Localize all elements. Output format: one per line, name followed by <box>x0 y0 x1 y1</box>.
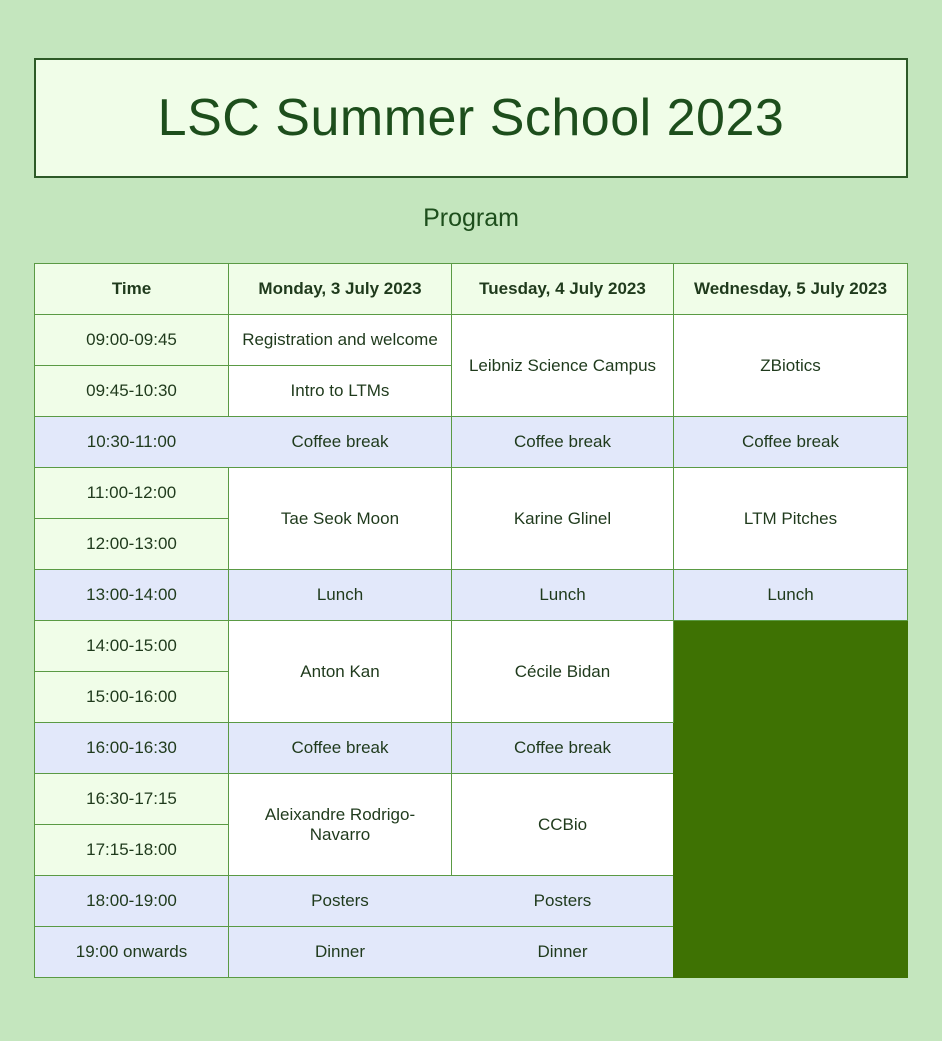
table-row <box>35 315 908 366</box>
monday-intro: Intro to LTMs <box>229 366 452 417</box>
table-row <box>35 468 908 519</box>
monday-lunch: Lunch <box>229 570 452 621</box>
monday-posters: Posters <box>229 876 452 927</box>
time-cell: 16:00-16:30 <box>35 723 229 774</box>
monday-coffee-break-2: Coffee break <box>229 723 452 774</box>
schedule-table <box>34 263 908 978</box>
page-title: LSC Summer School 2023 <box>157 89 785 147</box>
wednesday-morning-visit: ZBiotics <box>674 315 908 417</box>
monday-coffee-break: Coffee break <box>229 417 452 468</box>
wednesday-lunch: Lunch <box>674 570 908 621</box>
wednesday-afternoon-free-block <box>674 621 908 978</box>
time-cell: 13:00-14:00 <box>35 570 229 621</box>
tuesday-coffee-break-2: Coffee break <box>452 723 674 774</box>
time-cell: 14:00-15:00 <box>35 621 229 672</box>
table-row-break <box>35 417 908 468</box>
title-box <box>34 58 908 178</box>
monday-morning-talk: Tae Seok Moon <box>229 468 452 570</box>
time-cell: 17:15-18:00 <box>35 825 229 876</box>
time-cell: 15:00-16:00 <box>35 672 229 723</box>
time-cell: 11:00-12:00 <box>35 468 229 519</box>
monday-late-talk <box>229 774 452 876</box>
monday-registration: Registration and welcome <box>229 315 452 366</box>
tuesday-coffee-break: Coffee break <box>452 417 674 468</box>
time-cell: 12:00-13:00 <box>35 519 229 570</box>
monday-dinner: Dinner <box>229 927 452 978</box>
tuesday-posters: Posters <box>452 876 674 927</box>
time-cell: 09:00-09:45 <box>35 315 229 366</box>
tuesday-afternoon-talk: Cécile Bidan <box>452 621 674 723</box>
tuesday-lunch: Lunch <box>452 570 674 621</box>
header-tuesday: Tuesday, 4 July 2023 <box>452 264 674 315</box>
header-time: Time <box>35 264 229 315</box>
table-row <box>35 621 908 672</box>
time-cell: 16:30-17:15 <box>35 774 229 825</box>
time-cell: 19:00 onwards <box>35 927 229 978</box>
time-cell: 18:00-19:00 <box>35 876 229 927</box>
header-monday: Monday, 3 July 2023 <box>229 264 452 315</box>
time-cell: 10:30-11:00 <box>35 417 229 468</box>
page-subtitle: Program <box>423 204 519 232</box>
tuesday-morning-talk: Karine Glinel <box>452 468 674 570</box>
tuesday-dinner: Dinner <box>452 927 674 978</box>
monday-afternoon-talk: Anton Kan <box>229 621 452 723</box>
wednesday-morning-talk: LTM Pitches <box>674 468 908 570</box>
header-wednesday: Wednesday, 5 July 2023 <box>674 264 908 315</box>
tuesday-late-talk: CCBio <box>452 774 674 876</box>
header-row <box>35 264 908 315</box>
time-cell: 09:45-10:30 <box>35 366 229 417</box>
monday-late-talk-label: Aleixandre Rodrigo-Navarro <box>264 804 416 844</box>
table-row-break <box>35 570 908 621</box>
tuesday-morning-visit: Leibniz Science Campus <box>452 315 674 417</box>
wednesday-coffee-break: Coffee break <box>674 417 908 468</box>
